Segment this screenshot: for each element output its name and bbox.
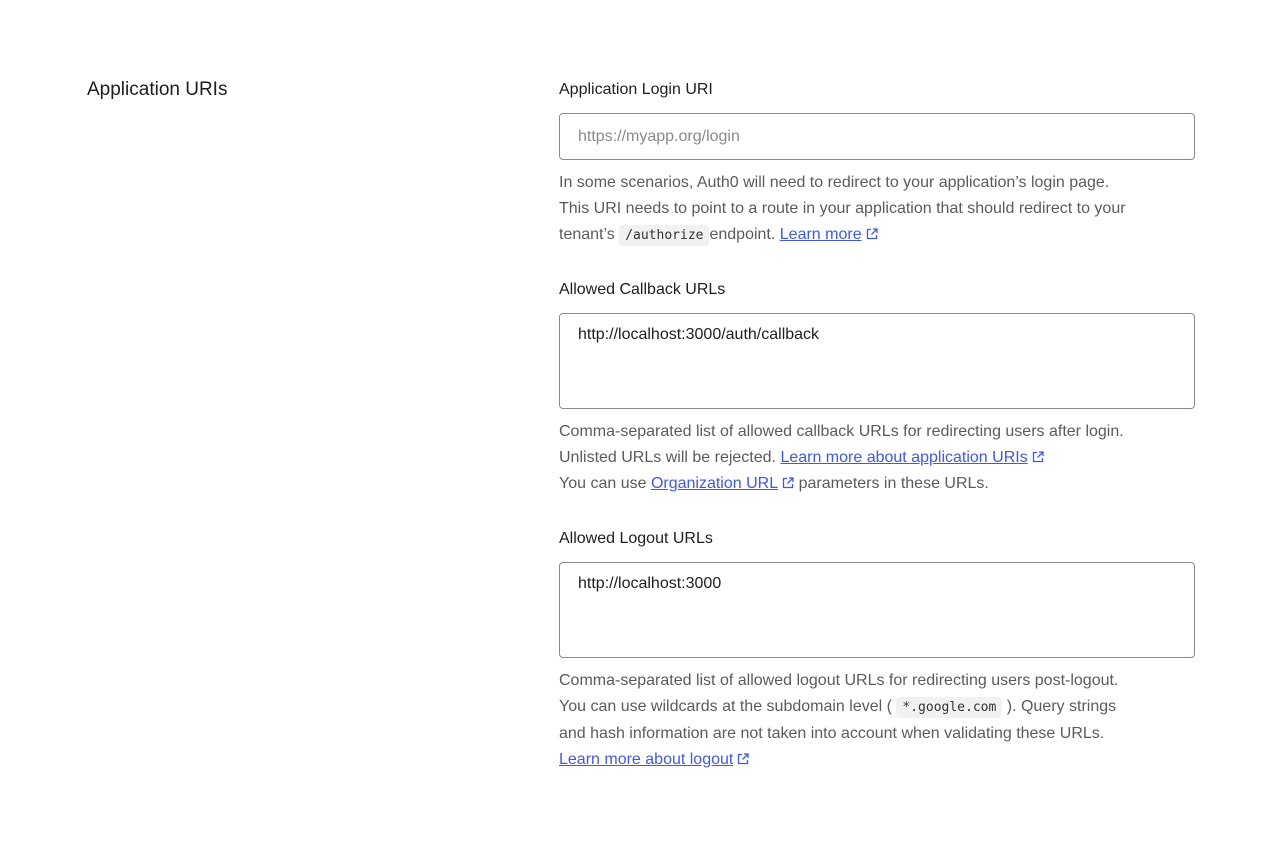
logout-urls-label: Allowed Logout URLs [559,530,713,547]
external-link-icon [1032,451,1044,463]
callback-urls-help [559,419,1195,497]
login-uri-help [559,170,1195,249]
callback-urls-label: Allowed Callback URLs [559,281,726,298]
login-uri-label: Application Login URI [559,81,713,98]
section-title: Application URIs [87,79,228,100]
help-text: ). Query strings [1006,698,1117,715]
callback-urls-textarea[interactable] [559,313,1195,409]
logout-urls-value: http://localhost:3000 [578,575,722,592]
external-link-icon [782,477,794,489]
help-text: tenant’s [559,226,615,243]
logout-urls-textarea[interactable] [559,562,1195,658]
help-text: You can use [559,475,647,492]
help-text: You can use wildcards at the subdomain level ( [559,698,892,715]
help-text: and hash information are not taken into account when validating these URLs. [559,725,1105,742]
help-text: parameters in these URLs. [798,475,989,492]
help-text: Comma-separated list of allowed callback URLs for redirecting users after login. [559,423,1124,440]
organization-url-link[interactable]: Organization URL [650,475,779,492]
callback-urls-value: http://localhost:3000/auth/callback [578,326,820,343]
help-text: In some scenarios, Auth0 will need to redirect to your application’s login page. [559,174,1110,191]
help-text: Comma-separated list of allowed logout URLs for redirecting users post-logout. [559,672,1119,689]
external-link-icon [866,228,878,240]
inline-code: /authorize [619,225,709,246]
login-uri-field [559,79,1195,249]
login-uri-input[interactable] [559,113,1195,160]
external-link-icon [737,753,749,765]
inline-code: *.google.com [896,697,1002,718]
learn-more-logout-link[interactable]: Learn more about logout [559,751,734,768]
help-text: endpoint. [709,226,776,243]
learn-more-application-uris-link[interactable]: Learn more about application URIs [780,449,1028,466]
callback-urls-field [559,279,1195,497]
help-text: This URI needs to point to a route in your application that should redirect to your [559,200,1126,217]
learn-more-link[interactable]: Learn more [779,226,862,243]
login-uri-placeholder: https://myapp.org/login [578,128,740,145]
logout-urls-field [559,528,1195,773]
help-text: Unlisted URLs will be rejected. [559,449,776,466]
logout-urls-help [559,668,1195,773]
